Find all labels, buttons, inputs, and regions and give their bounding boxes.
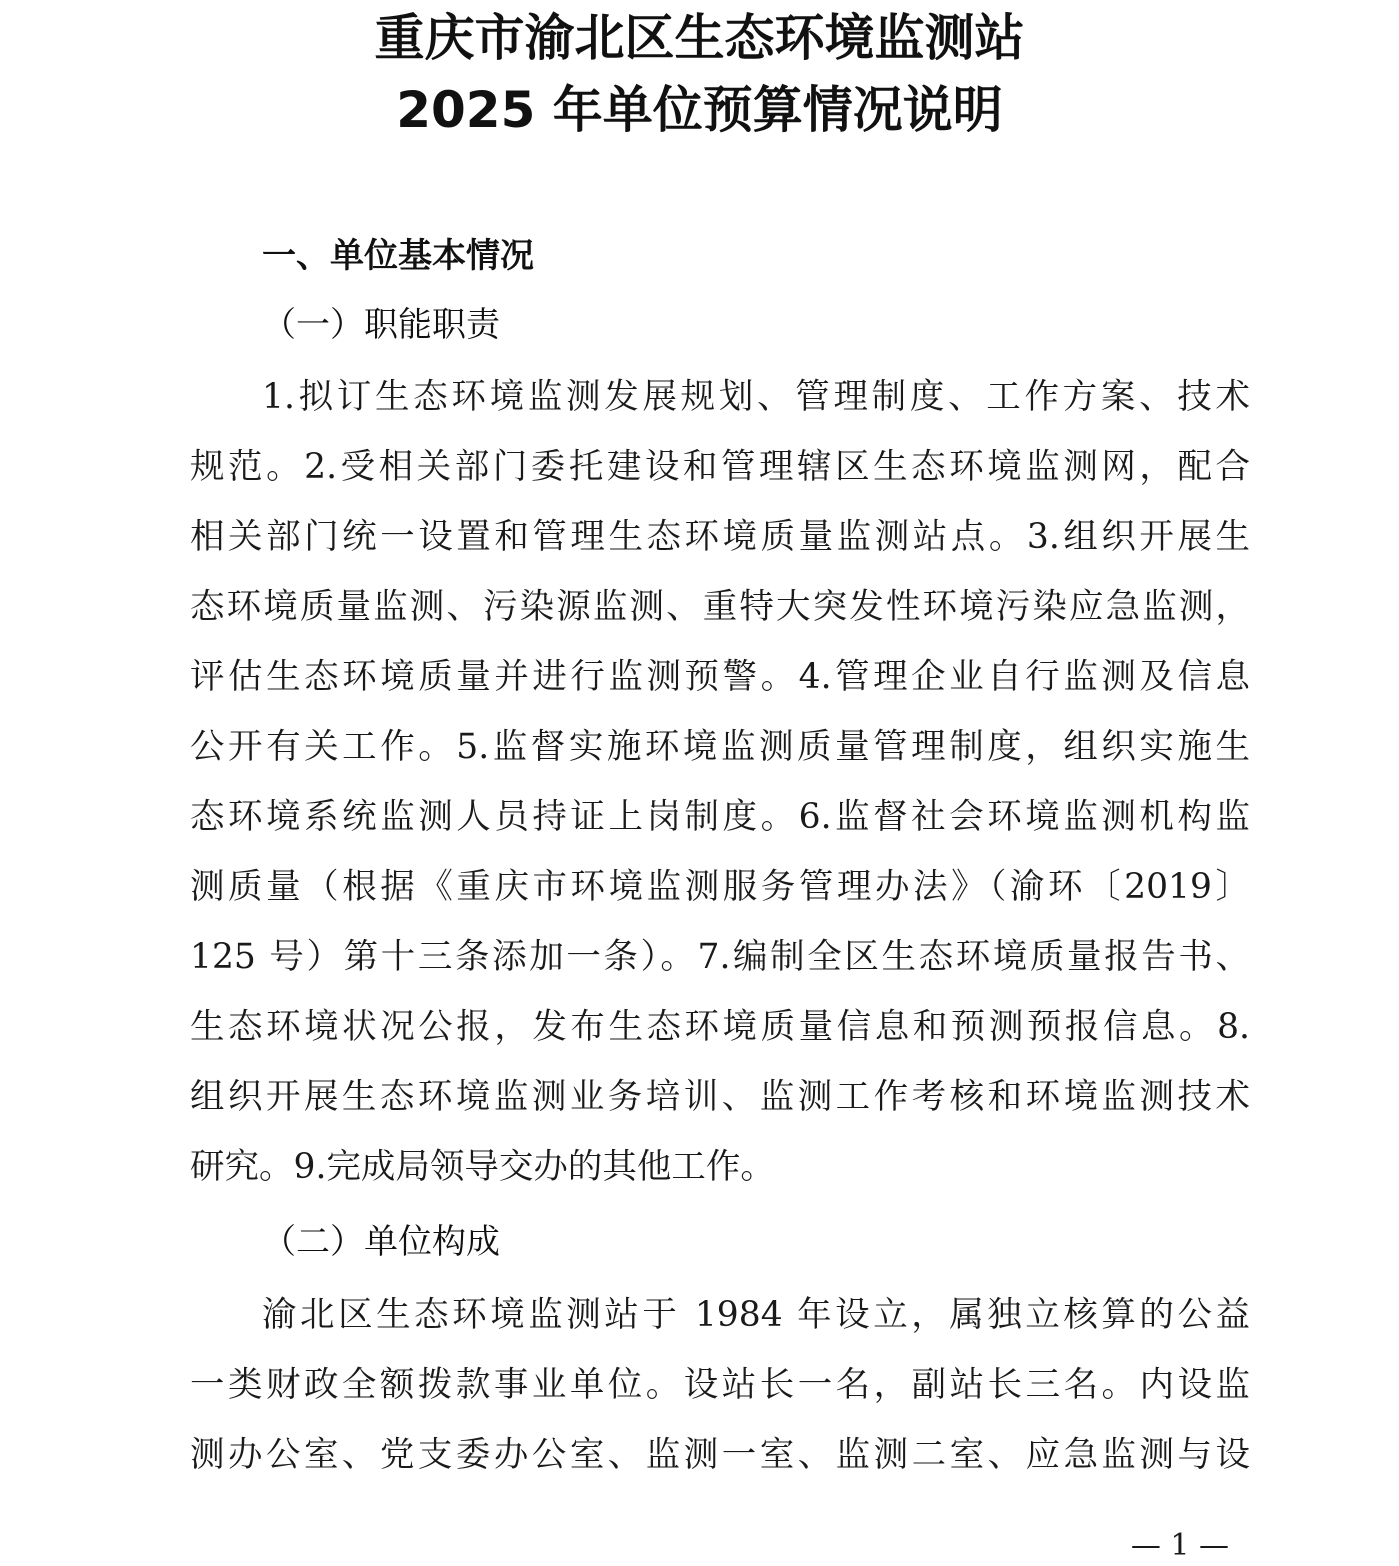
paragraph-line: 态环境质量监测、污染源监测、重特大突发性环境污染应急监测，	[190, 587, 1250, 627]
document-title-line2: 2025 年单位预算情况说明	[396, 81, 1003, 139]
paragraph-line: 125 号）第十三条添加一条）。7.编制全区生态环境质量报告书、	[190, 937, 1250, 977]
paragraph-line: 1.拟订生态环境监测发展规划、管理制度、工作方案、技术	[262, 377, 1250, 417]
paragraph-line: 研究。9.完成局领导交办的其他工作。	[190, 1147, 775, 1187]
paragraph-line: 测质量（根据《重庆市环境监测服务管理办法》（渝环〔2019〕	[190, 867, 1250, 907]
paragraph-line: 渝北区生态环境监测站于 1984 年设立，属独立核算的公益	[262, 1295, 1250, 1335]
document-title-line1: 重庆市渝北区生态环境监测站	[374, 9, 1025, 67]
paragraph-line: 公开有关工作。5.监督实施环境监测质量管理制度，组织实施生	[190, 727, 1250, 767]
paragraph-line: 规范。2.受相关部门委托建设和管理辖区生态环境监测网，配合	[190, 447, 1250, 487]
paragraph-line: 测办公室、党支委办公室、监测一室、监测二室、应急监测与设	[190, 1435, 1250, 1475]
paragraph-composition	[190, 1280, 1250, 1490]
paragraph-line: 生态环境状况公报，发布生态环境质量信息和预测预报信息。8.	[190, 1007, 1250, 1047]
subsection-heading-functions: （一）职能职责	[262, 305, 500, 345]
paragraph-functions	[190, 362, 1250, 1202]
paragraph-line: 态环境系统监测人员持证上岗制度。6.监督社会环境监测机构监	[190, 797, 1250, 837]
page-number: — 1 —	[1130, 1528, 1229, 1563]
paragraph-line: 相关部门统一设置和管理生态环境质量监测站点。3.组织开展生	[190, 517, 1250, 557]
paragraph-line: 组织开展生态环境监测业务培训、监测工作考核和环境监测技术	[190, 1077, 1250, 1117]
section-heading-basic-info: 一、单位基本情况	[262, 236, 534, 276]
paragraph-line: 评估生态环境质量并进行监测预警。4.管理企业自行监测及信息	[190, 657, 1250, 697]
subsection-heading-composition: （二）单位构成	[262, 1222, 500, 1262]
paragraph-line: 一类财政全额拨款事业单位。设站长一名，副站长三名。内设监	[190, 1365, 1250, 1405]
